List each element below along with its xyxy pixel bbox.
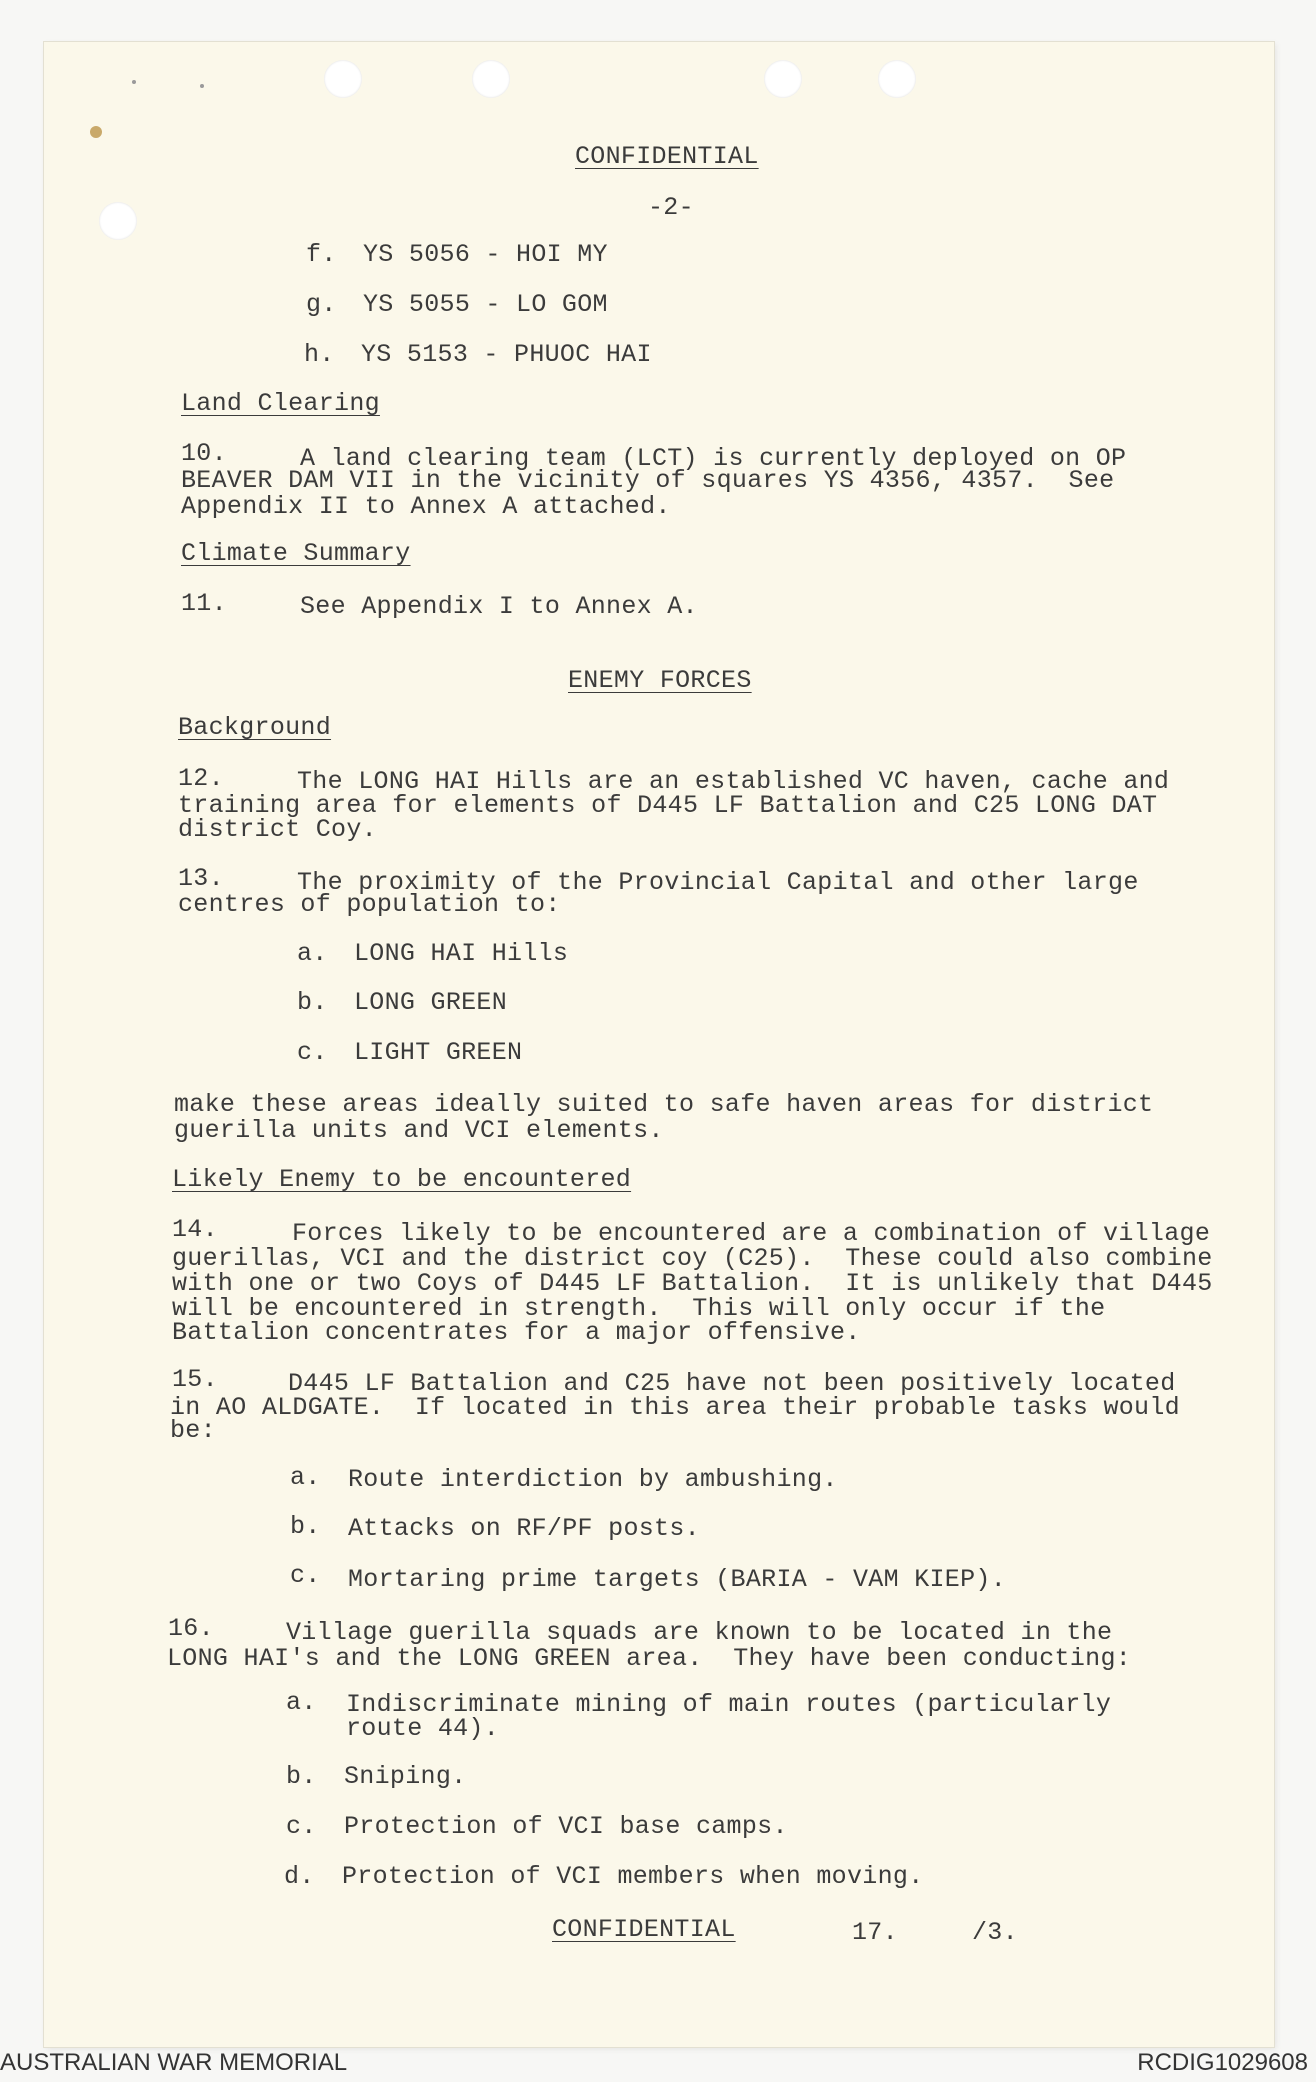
subheading-likely-enemy: Likely Enemy to be encountered [172, 1165, 632, 1194]
location-item: YS 5153 - PHUOC HAI [361, 340, 652, 369]
list-item: LIGHT GREEN [354, 1038, 523, 1067]
stain-mark [90, 126, 102, 138]
list-item-letter: c. [286, 1812, 317, 1841]
paragraph-line: with one or two Coys of D445 LF Battalion. It is unlikely that D445 [172, 1269, 1213, 1298]
stain-mark [200, 84, 204, 88]
paragraph-line: centres of population to: [178, 890, 561, 919]
punch-hole [99, 202, 137, 240]
archive-caption-left: AUSTRALIAN WAR MEMORIAL [0, 2049, 348, 2076]
paragraph-number: 10. [181, 439, 227, 468]
paragraph-line: be: [170, 1416, 216, 1445]
paragraph-line: D445 LF Battalion and C25 have not been positively located [288, 1369, 1176, 1398]
classification-footer: CONFIDENTIAL [552, 1915, 736, 1944]
list-item-letter: h. [304, 340, 335, 369]
list-item-letter: b. [297, 988, 328, 1017]
stain-mark [132, 80, 136, 84]
paragraph-line: guerilla units and VCI elements. [174, 1116, 664, 1145]
location-item: YS 5056 - HOI MY [363, 240, 608, 269]
punch-hole [324, 60, 362, 98]
next-paragraph-number: 17. [852, 1918, 898, 1947]
list-item-continuation: route 44). [346, 1714, 500, 1743]
list-item: Sniping. [344, 1762, 467, 1791]
location-item: YS 5055 - LO GOM [363, 290, 608, 319]
paragraph-line: district Coy. [178, 815, 377, 844]
list-item-letter: c. [297, 1038, 328, 1067]
list-item: Protection of VCI members when moving. [342, 1862, 924, 1891]
list-item: LONG GREEN [354, 988, 508, 1017]
punch-hole [472, 60, 510, 98]
paragraph-line: will be encountered in strength. This will only occur if the [172, 1294, 1106, 1323]
list-item-letter: a. [297, 939, 328, 968]
list-item-letter: f. [306, 240, 337, 269]
paragraph-line: The LONG HAI Hills are an established VC haven, cache and [297, 767, 1170, 796]
paragraph-line: The proximity of the Provincial Capital and other large [297, 868, 1139, 897]
punch-hole [764, 60, 802, 98]
document-page [44, 42, 1274, 2047]
list-item-letter: g. [306, 290, 337, 319]
list-item: Route interdiction by ambushing. [348, 1465, 838, 1494]
section-heading-climate: Climate Summary [181, 539, 411, 568]
paragraph-line: Appendix II to Annex A attached. [181, 492, 671, 521]
list-item-letter: b. [286, 1762, 317, 1791]
paragraph-line: LONG HAI's and the LONG GREEN area. They have been conducting: [167, 1644, 1132, 1673]
paragraph-line: Forces likely to be encountered are a combination of village [292, 1219, 1211, 1248]
paragraph-number: 16. [168, 1614, 214, 1643]
paragraph-line: A land clearing team (LCT) is currently deployed on OP [300, 444, 1127, 473]
paragraph-number: 11. [181, 589, 227, 618]
paragraph-line: Village guerilla squads are known to be located in the [286, 1618, 1113, 1647]
subheading-background: Background [178, 713, 332, 742]
paragraph-line: See Appendix I to Annex A. [300, 592, 698, 621]
list-item-letter: a. [290, 1463, 321, 1492]
archive-caption-right: RCDIG1029608 [1137, 2049, 1308, 2076]
paragraph-line: make these areas ideally suited to safe haven areas for district [174, 1090, 1154, 1119]
section-heading-enemy-forces: ENEMY FORCES [568, 666, 752, 695]
paragraph-number: 13. [178, 864, 224, 893]
list-item: Mortaring prime targets (BARIA - VAM KIEP). [348, 1565, 1007, 1594]
page-number: -2- [648, 193, 694, 222]
list-item-letter: a. [286, 1688, 317, 1717]
list-item: LONG HAI Hills [354, 939, 569, 968]
list-item-letter: c. [290, 1561, 321, 1590]
list-item: Indiscriminate mining of main routes (particularly [346, 1690, 1112, 1719]
paragraph-line: training area for elements of D445 LF Battalion and C25 LONG DAT [178, 791, 1158, 820]
next-page-number: /3. [972, 1918, 1018, 1947]
paragraph-number: 15. [172, 1365, 218, 1394]
paragraph-line: guerillas, VCI and the district coy (C25). These could also combine [172, 1244, 1213, 1273]
punch-hole [878, 60, 916, 98]
paragraph-line: in AO ALDGATE. If located in this area their probable tasks would [170, 1393, 1180, 1422]
list-item-letter: d. [284, 1862, 315, 1891]
classification-header: CONFIDENTIAL [575, 142, 759, 171]
paragraph-number: 14. [172, 1215, 218, 1244]
paragraph-line: Battalion concentrates for a major offensive. [172, 1318, 861, 1347]
list-item-letter: b. [290, 1512, 321, 1541]
list-item: Protection of VCI base camps. [344, 1812, 788, 1841]
paragraph-number: 12. [178, 764, 224, 793]
section-heading-land-clearing: Land Clearing [181, 389, 380, 418]
list-item: Attacks on RF/PF posts. [348, 1514, 700, 1543]
paragraph-line: BEAVER DAM VII in the vicinity of squares YS 4356, 4357. See [181, 466, 1115, 495]
